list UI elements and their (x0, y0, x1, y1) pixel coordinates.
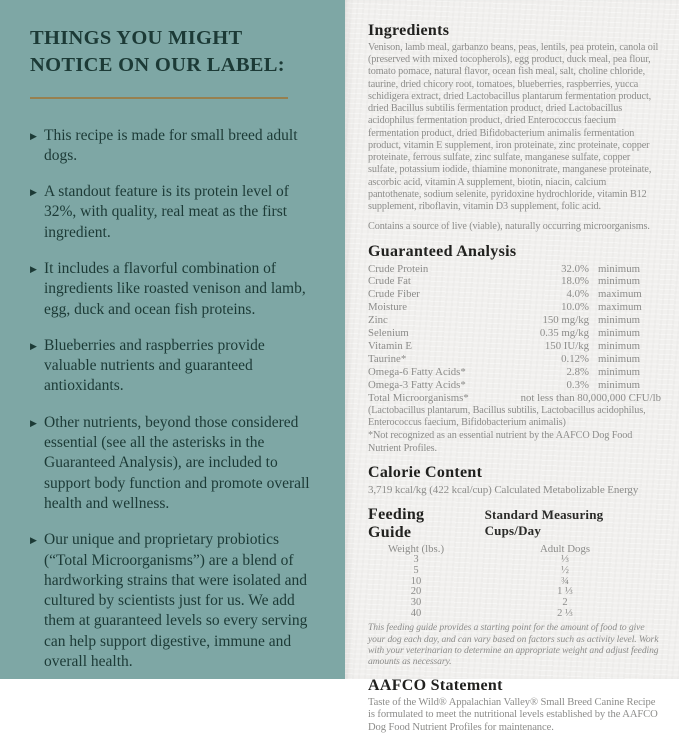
nutrient-value: 18.0% (561, 275, 589, 288)
cups-value: 1 ⅓ (557, 586, 573, 598)
weight-value: 5 (413, 564, 419, 576)
nutrient-qualifier: minimum (598, 262, 640, 275)
cups-column-header: Adult Dogs (539, 543, 591, 556)
feeding-guide-heading: Feeding Guide (368, 506, 425, 542)
weight-value: 40 (410, 607, 422, 619)
nutrient-name: Crude Protein (368, 262, 429, 275)
guaranteed-analysis-row (368, 379, 661, 392)
feeding-guide-column-headers (368, 543, 661, 555)
nutrient-qualifier: minimum (598, 340, 640, 353)
feeding-guide-section (368, 506, 661, 667)
callout-list (30, 126, 321, 673)
weight-value: 10 (410, 575, 422, 587)
ingredients-note: Contains a source of live (viable), naturally occurring microorganisms. (368, 221, 650, 233)
nutrient-name: Vitamin E (368, 340, 413, 353)
calorie-content-section (368, 464, 661, 497)
calorie-content-heading: Calorie Content (368, 463, 483, 481)
cups-value: ½ (561, 564, 569, 576)
feeding-guide-note: This feeding guide provides a starting point for the amount of food to give your dog each day, and can vary based on factors such as activity level. Work with your veterinarian to determine an appropriate weight and adjust feeding amounts as necessary. (368, 622, 659, 668)
callout-item (30, 126, 321, 167)
cups-value: ⅓ (561, 554, 569, 566)
left-callouts-panel (0, 0, 345, 679)
nutrient-qualifier: minimum (598, 327, 640, 340)
callout-item (30, 182, 321, 243)
ingredients-text: Venison, lamb meal, garbanzo beans, peas, lentils, pea protein, canola oil (preserved with mixed tocopherols), egg product, duck meal, pea flour, tomato pomace, natural flavor, ocean fish meal, salt, choline chloride, taurine, dried chicory root, tomatoes, blueberries, raspberries, yucca schidigera extract, dried Lactobacillus plantarum fermentation product, dried Bacillus subtilis fermentation product, dried Lactobacillus acidophilus fermentation product, dried Enterococcus faecium fermentation product, dried Bifidobacterium animalis fermentation product, vitamin E supplement, iron proteinate, zinc proteinate, copper proteinate, ferrous sulfate, zinc sulfate, manganese sulfate, copper sulfate, potassium iodide, thiamine mononitrate, manganese proteinate, ascorbic acid, vitamin A supplement, biotin, niacin, calcium pantothenate, sodium selenite, pyridoxine hydrochloride, vitamin B12 supplement, riboflavin, vitamin D3 supplement, folic acid. (368, 42, 659, 213)
aafco-text: Taste of the Wild® Appalachian Valley® Small Breed Canine Recipe is formulated to meet the nutritional levels established by the AAFCO Dog Food Nutrient Profiles for maintenance. (368, 696, 658, 733)
feeding-guide-header (368, 506, 661, 542)
guaranteed-analysis-row (368, 353, 661, 366)
bullet-arrow-icon: ▶ (30, 417, 37, 428)
nutrient-qualifier: maximum (598, 288, 642, 301)
nutrient-name: Total Microorganisms* (368, 392, 469, 405)
guaranteed-analysis-row (368, 275, 661, 288)
bullet-arrow-icon: ▶ (30, 187, 37, 198)
nutrient-name: Taurine* (368, 353, 407, 366)
nutrient-value: 0.35 mg/kg (539, 327, 589, 340)
callout-text: A standout feature is its protein level of 32%, with quality, real meat as the first ingredient. (44, 183, 289, 241)
callout-text: This recipe is made for small breed adult dogs. (44, 126, 298, 164)
cups-value: ¾ (561, 575, 569, 587)
gold-divider (30, 97, 288, 99)
callout-item (30, 336, 321, 397)
panel-heading-line: THINGS YOU MIGHT (30, 27, 243, 49)
nutrient-value: not less than 80,000,000 CFU/lb (520, 392, 661, 405)
weight-value: 3 (413, 554, 419, 566)
nutrient-name: Crude Fiber (368, 288, 420, 301)
guaranteed-analysis-heading: Guaranteed Analysis (368, 242, 517, 260)
feeding-guide-row (368, 555, 661, 566)
callout-item (30, 259, 321, 320)
nutrient-value: 150 mg/kg (542, 314, 589, 327)
nutrient-value: 150 IU/kg (544, 340, 589, 353)
guaranteed-analysis-row (368, 327, 661, 340)
bullet-arrow-icon: ▶ (30, 340, 37, 351)
callout-text: Other nutrients, beyond those considered essential (see all the asterisks in the Guaranteed Analysis), are included to support body function and promote overall health and wellness. (44, 413, 310, 512)
nutrient-qualifier: minimum (598, 314, 640, 327)
guaranteed-analysis-row (368, 301, 661, 314)
nutrient-value: 2.8% (566, 366, 589, 379)
nutrient-value: 4.0% (566, 288, 589, 301)
guaranteed-analysis-section (368, 243, 661, 455)
panel-heading (30, 25, 321, 80)
nutrient-value: 0.12% (561, 353, 589, 366)
aafco-heading: AAFCO Statement (368, 676, 503, 694)
nutrient-name: Moisture (368, 301, 407, 314)
callout-text: Blueberries and raspberries provide valuable nutrients and guaranteed antioxidants. (44, 336, 265, 395)
ingredients-section (368, 22, 661, 234)
feeding-guide-subheading: Standard Measuring Cups/Day (484, 507, 604, 539)
nutrient-name: Omega-3 Fatty Acids* (368, 379, 466, 392)
guaranteed-analysis-row (368, 340, 661, 353)
guaranteed-analysis-row (368, 263, 661, 276)
weight-value: 20 (410, 586, 422, 598)
bullet-arrow-icon: ▶ (30, 535, 37, 546)
nutrient-name: Omega-6 Fatty Acids* (368, 366, 466, 379)
nutrient-value: 0.3% (566, 379, 589, 392)
ingredients-heading: Ingredients (368, 22, 450, 39)
guaranteed-analysis-row (368, 288, 661, 301)
nutrient-name: Zinc (368, 314, 388, 327)
nutrient-qualifier: minimum (598, 379, 640, 392)
nutrient-qualifier: minimum (598, 366, 640, 379)
feeding-guide-row (368, 609, 661, 620)
callout-text: Our unique and proprietary probiotics (“Total Microorganisms”) are a blend of hardworking strains that were isolated and cultured by scientists just for us. We add them at guaranteed levels so every serving can help support digestive, immune and overall health. (44, 531, 308, 671)
panel-heading-line: NOTICE ON OUR LABEL: (30, 54, 285, 77)
guaranteed-analysis-row (368, 314, 661, 327)
nutrient-value: 32.0% (561, 262, 589, 275)
guaranteed-analysis-row (368, 366, 661, 379)
nutrient-value: 10.0% (561, 301, 589, 314)
asterisk-footnote: *Not recognized as an essential nutrient by the AAFCO Dog Food Nutrient Profiles. (368, 430, 633, 454)
microorganisms-detail: (Lactobacillus plantarum, Bacillus subtilis, Lactobacillus acidophilus, Enterococcus faecium, Bifidobacterium animalis) (368, 405, 646, 429)
calorie-content-text: 3,719 kcal/kg (422 kcal/cup) Calculated Metabolizable Energy (368, 483, 639, 496)
nutrient-qualifier: maximum (598, 301, 642, 314)
cups-value: 2 ⅓ (557, 607, 573, 619)
bullet-arrow-icon: ▶ (30, 130, 37, 141)
callout-item (30, 413, 321, 514)
cups-value: 2 (562, 596, 568, 608)
nutrition-label (345, 0, 679, 733)
aafco-section (368, 677, 661, 735)
total-microorganisms-row (368, 392, 661, 405)
nutrient-name: Crude Fat (368, 275, 411, 288)
callout-item (30, 530, 321, 672)
nutrient-name: Selenium (368, 327, 409, 340)
nutrient-qualifier: minimum (598, 353, 640, 366)
feeding-guide-row (368, 566, 661, 577)
weight-value: 30 (410, 596, 422, 608)
bullet-arrow-icon: ▶ (30, 263, 37, 274)
feeding-guide-table (368, 555, 661, 619)
guaranteed-analysis-table (368, 263, 661, 393)
nutrient-qualifier: minimum (598, 275, 640, 288)
weight-column-header: Weight (lbs.) (387, 543, 445, 556)
callout-text: It includes a flavorful combination of ingredients like roasted venison and lamb, egg, duck and ocean fish proteins. (44, 259, 306, 318)
